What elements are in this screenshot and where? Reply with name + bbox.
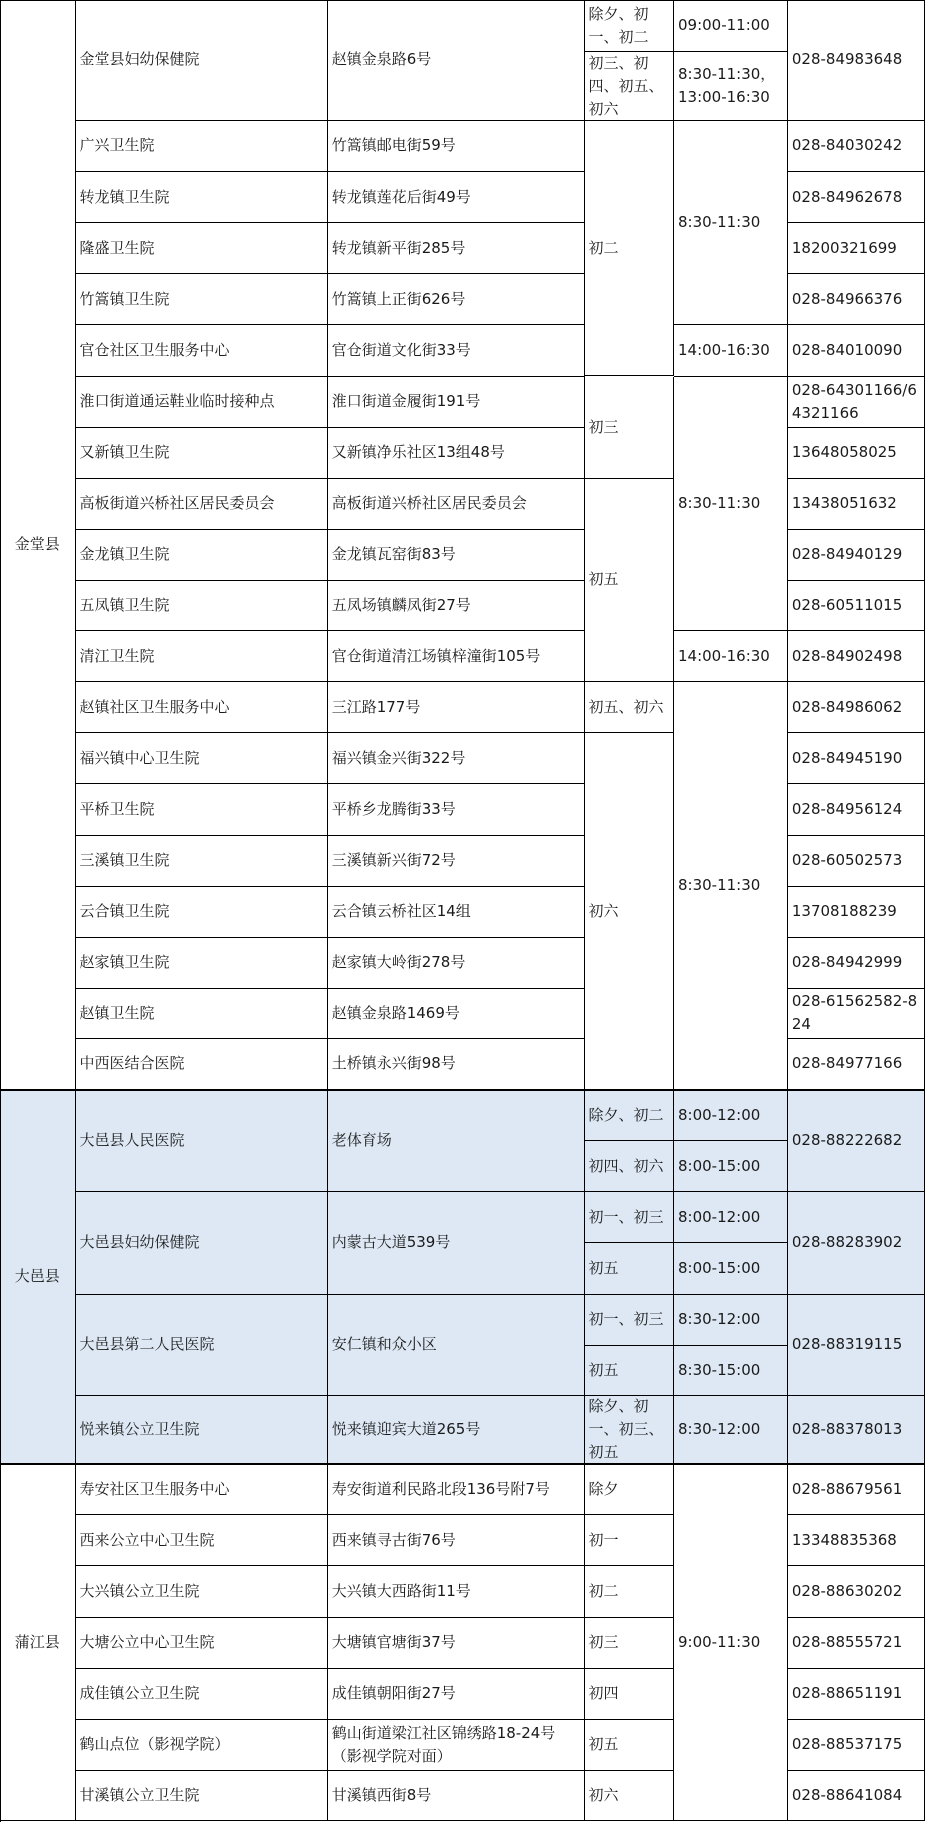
- site-name-cell-text: 赵家镇卫生院: [79, 953, 170, 972]
- phone-cell-text: 028-84956124: [791, 799, 903, 818]
- date-cell: [585, 1090, 674, 1141]
- address-cell-text: 竹篙镇上正街626号: [331, 289, 466, 308]
- phone-cell-text: 028-84942999: [791, 953, 903, 972]
- phone-cell: [788, 887, 925, 938]
- date-cell-text: 初三、初四、初五、初六: [588, 53, 664, 118]
- time-cell: [674, 0, 788, 52]
- phone-cell-text: 028-84983648: [791, 50, 903, 69]
- phone-cell-text: 028-61562582-824: [791, 992, 918, 1034]
- site-name-cell-text: 清江卫生院: [79, 646, 155, 665]
- phone-cell: [788, 938, 925, 989]
- site-name-cell: [76, 530, 328, 581]
- site-name-cell: [76, 631, 328, 682]
- phone-cell-text: 028-84940129: [791, 545, 903, 564]
- date-cell-text: 初五、初六: [588, 697, 664, 716]
- time-cell: [674, 52, 788, 121]
- address-cell-text: 五凤场镇麟凤街27号: [331, 595, 471, 614]
- site-name-cell-text: 大邑县妇幼保健院: [79, 1233, 200, 1252]
- site-name-cell-text: 中西医结合医院: [79, 1054, 185, 1073]
- address-cell: [328, 1192, 585, 1294]
- phone-cell-text: 028-88630202: [791, 1582, 903, 1601]
- site-name-cell: [76, 1192, 328, 1294]
- phone-cell: [788, 0, 925, 121]
- phone-cell: [788, 172, 925, 223]
- county-cell-text: 金堂县: [14, 535, 60, 553]
- date-cell-text: 初一、初三: [588, 1207, 664, 1226]
- site-name-cell-text: 赵镇社区卫生服务中心: [79, 697, 230, 716]
- time-cell-text: 14:00-16:30: [677, 340, 770, 359]
- phone-cell: [788, 989, 925, 1039]
- address-cell: [328, 1295, 585, 1396]
- address-cell: [328, 325, 585, 376]
- site-name-cell: [76, 938, 328, 989]
- address-cell-text: 老体育场: [331, 1131, 392, 1150]
- time-cell: [674, 1295, 788, 1346]
- county-cell: [0, 1464, 76, 1821]
- date-cell-text: 初三: [588, 1633, 619, 1652]
- time-cell: [674, 1090, 788, 1141]
- phone-cell: [788, 1090, 925, 1192]
- time-cell: [674, 682, 788, 1090]
- time-cell-text: 8:00-15:00: [677, 1258, 761, 1277]
- address-cell-text: 三江路177号: [331, 697, 421, 716]
- site-name-cell-text: 三溪镇卫生院: [79, 851, 170, 870]
- site-name-cell: [76, 172, 328, 223]
- site-name-cell-text: 转龙镇卫生院: [79, 187, 170, 206]
- phone-cell: [788, 530, 925, 581]
- site-name-cell-text: 成佳镇公立卫生院: [79, 1684, 200, 1703]
- date-cell-text: 除夕、初一、初三、初五: [588, 1396, 664, 1461]
- address-cell: [328, 1464, 585, 1515]
- address-cell-text: 淮口街道金履街191号: [331, 392, 481, 411]
- address-cell-text: 竹篙镇邮电街59号: [331, 136, 456, 155]
- time-cell-text: 8:30-11:30: [677, 876, 761, 895]
- date-cell: [585, 0, 674, 52]
- address-cell: [328, 530, 585, 581]
- county-cell-text: 蒲江县: [14, 1632, 60, 1651]
- phone-cell-text: 028-84962678: [791, 187, 903, 206]
- site-name-cell-text: 金龙镇卫生院: [79, 545, 170, 564]
- phone-cell-text: 13348835368: [791, 1530, 897, 1549]
- phone-cell-text: 028-88679561: [791, 1479, 903, 1498]
- site-name-cell: [76, 1771, 328, 1821]
- date-cell: [585, 733, 674, 1090]
- address-cell: [328, 479, 585, 530]
- date-cell: [585, 377, 674, 479]
- site-name-cell: [76, 1464, 328, 1515]
- phone-cell: [788, 1192, 925, 1294]
- time-cell: [674, 1243, 788, 1294]
- date-cell-text: 初五: [588, 1360, 619, 1379]
- phone-cell-text: 028-88537175: [791, 1735, 903, 1754]
- date-cell: [585, 1141, 674, 1192]
- site-name-cell: [76, 1396, 328, 1465]
- date-cell-text: 初二: [588, 1582, 619, 1601]
- phone-cell: [788, 1669, 925, 1720]
- phone-cell-text: 028-88283902: [791, 1233, 903, 1252]
- site-name-cell-text: 大兴镇公立卫生院: [79, 1582, 200, 1601]
- site-name-cell: [76, 1090, 328, 1192]
- site-name-cell: [76, 1039, 328, 1090]
- address-cell: [328, 1090, 585, 1192]
- date-cell: [585, 1464, 674, 1515]
- address-cell: [328, 274, 585, 325]
- address-cell: [328, 1669, 585, 1720]
- site-name-cell-text: 平桥卫生院: [79, 799, 155, 818]
- phone-cell: [788, 223, 925, 274]
- site-name-cell-text: 淮口街道通运鞋业临时接种点: [79, 392, 275, 411]
- site-name-cell-text: 西来公立中心卫生院: [79, 1530, 215, 1549]
- address-cell-text: 大塘镇官塘街37号: [331, 1633, 456, 1652]
- site-name-cell-text: 甘溪镇公立卫生院: [79, 1785, 200, 1804]
- date-cell-text: 初六: [588, 1785, 619, 1804]
- date-cell: [585, 1346, 674, 1396]
- county-cell: [0, 0, 76, 1090]
- time-cell: [674, 121, 788, 326]
- address-cell: [328, 428, 585, 479]
- phone-cell-text: 028-84902498: [791, 646, 903, 665]
- address-cell-text: 又新镇净乐社区13组48号: [331, 443, 505, 462]
- address-cell: [328, 121, 585, 172]
- address-cell: [328, 682, 585, 733]
- site-name-cell: [76, 581, 328, 631]
- date-cell: [585, 1771, 674, 1821]
- date-cell: [585, 1566, 674, 1617]
- address-cell-text: 内蒙古大道539号: [331, 1233, 451, 1252]
- phone-cell: [788, 1295, 925, 1396]
- county-cell-text: 大邑县: [14, 1267, 60, 1286]
- address-cell-text: 大兴镇大西路街11号: [331, 1582, 471, 1601]
- site-name-cell: [76, 1720, 328, 1771]
- address-cell-text: 金龙镇瓦窑街83号: [331, 545, 456, 564]
- date-cell-text: 初四、初六: [588, 1156, 664, 1175]
- address-cell-text: 高板街道兴桥社区居民委员会: [331, 494, 527, 513]
- phone-cell-text: 028-84977166: [791, 1054, 903, 1073]
- address-cell: [328, 1771, 585, 1821]
- address-cell: [328, 1039, 585, 1090]
- date-cell: [585, 1295, 674, 1346]
- date-cell-text: 除夕: [588, 1479, 619, 1498]
- site-name-cell: [76, 836, 328, 887]
- date-cell: [585, 1192, 674, 1243]
- time-cell-text: 8:30-11:30: [677, 493, 761, 512]
- time-cell: [674, 1396, 788, 1465]
- address-cell-text: 转龙镇新平街285号: [331, 238, 466, 257]
- address-cell-text: 平桥乡龙腾街33号: [331, 799, 456, 818]
- phone-cell-text: 028-88555721: [791, 1633, 903, 1652]
- address-cell: [328, 1720, 585, 1771]
- address-cell: [328, 0, 585, 121]
- site-name-cell: [76, 1618, 328, 1669]
- site-name-cell-text: 鹤山点位（影视学院）: [79, 1735, 230, 1754]
- site-name-cell-text: 金堂县妇幼保健院: [79, 50, 200, 69]
- phone-cell: [788, 428, 925, 479]
- phone-cell-text: 028-88641084: [791, 1785, 903, 1804]
- phone-cell: [788, 733, 925, 784]
- phone-cell: [788, 377, 925, 428]
- address-cell: [328, 172, 585, 223]
- address-cell-text: 福兴镇金兴街322号: [331, 748, 466, 767]
- phone-cell-text: 028-88222682: [791, 1131, 903, 1150]
- time-cell-text: 14:00-16:30: [677, 646, 770, 665]
- date-cell: [585, 682, 674, 733]
- phone-cell-text: 028-84010090: [791, 340, 903, 359]
- site-name-cell-text: 广兴卫生院: [79, 136, 155, 155]
- date-cell-text: 初五: [588, 570, 619, 589]
- time-cell: [674, 631, 788, 682]
- site-name-cell: [76, 1515, 328, 1566]
- address-cell: [328, 1566, 585, 1617]
- address-cell: [328, 1618, 585, 1669]
- phone-cell-text: 18200321699: [791, 238, 897, 257]
- address-cell: [328, 1396, 585, 1465]
- phone-cell-text: 028-60502573: [791, 851, 903, 870]
- phone-cell-text: 028-84030242: [791, 136, 903, 155]
- date-cell-text: 初一、初三: [588, 1310, 664, 1329]
- phone-cell-text: 028-64301166/64321166: [791, 380, 917, 422]
- address-cell-text: 转龙镇莲花后街49号: [331, 187, 471, 206]
- time-cell: [674, 1346, 788, 1396]
- date-cell-text: 除夕、初二: [588, 1105, 664, 1124]
- address-cell-text: 官仓街道清江场镇梓潼街105号: [331, 646, 541, 665]
- address-cell-text: 官仓街道文化街33号: [331, 340, 471, 359]
- date-cell: [585, 52, 674, 121]
- site-name-cell: [76, 989, 328, 1039]
- site-name-cell-text: 悦来镇公立卫生院: [79, 1419, 200, 1438]
- time-cell-text: 8:30-12:00: [677, 1310, 761, 1329]
- date-cell: [585, 1720, 674, 1771]
- time-cell-text: 8:30-11:30: [677, 213, 761, 232]
- time-cell-text: 8:30-11:30，13:00-16:30: [677, 65, 776, 107]
- county-separator: [0, 1089, 925, 1091]
- site-name-cell-text: 寿安社区卫生服务中心: [79, 1479, 230, 1498]
- time-cell-text: 8:30-12:00: [677, 1419, 761, 1438]
- site-name-cell: [76, 377, 328, 428]
- phone-cell-text: 028-88378013: [791, 1419, 903, 1438]
- phone-cell-text: 13438051632: [791, 494, 897, 513]
- date-cell: [585, 1396, 674, 1465]
- address-cell-text: 赵镇金泉路1469号: [331, 1003, 460, 1022]
- phone-cell: [788, 121, 925, 172]
- date-cell: [585, 1618, 674, 1669]
- phone-cell: [788, 1515, 925, 1566]
- address-cell-text: 甘溪镇西街8号: [331, 1785, 432, 1804]
- site-name-cell-text: 隆盛卫生院: [79, 238, 155, 257]
- address-cell: [328, 784, 585, 835]
- site-name-cell-text: 大塘公立中心卫生院: [79, 1633, 215, 1652]
- site-name-cell-text: 官仓社区卫生服务中心: [79, 340, 230, 359]
- phone-cell-text: 13708188239: [791, 902, 897, 921]
- address-cell: [328, 887, 585, 938]
- date-cell: [585, 1669, 674, 1720]
- phone-cell: [788, 631, 925, 682]
- date-cell: [585, 121, 674, 377]
- site-name-cell-text: 又新镇卫生院: [79, 443, 170, 462]
- phone-cell-text: 028-88651191: [791, 1684, 903, 1703]
- site-name-cell: [76, 428, 328, 479]
- site-name-cell-text: 大邑县第二人民医院: [79, 1335, 215, 1354]
- phone-cell: [788, 1566, 925, 1617]
- phone-cell: [788, 581, 925, 631]
- county-separator: [0, 1463, 925, 1465]
- phone-cell: [788, 836, 925, 887]
- site-name-cell-text: 赵镇卫生院: [79, 1003, 155, 1022]
- phone-cell: [788, 784, 925, 835]
- address-cell: [328, 989, 585, 1039]
- site-name-cell: [76, 682, 328, 733]
- address-cell: [328, 938, 585, 989]
- address-cell: [328, 223, 585, 274]
- site-name-cell-text: 五凤镇卫生院: [79, 595, 170, 614]
- time-cell: [674, 377, 788, 631]
- site-name-cell-text: 大邑县人民医院: [79, 1131, 185, 1150]
- phone-cell-text: 028-84945190: [791, 748, 903, 767]
- site-name-cell: [76, 733, 328, 784]
- time-cell: [674, 1464, 788, 1821]
- time-cell-text: 09:00-11:00: [677, 16, 770, 35]
- date-cell-text: 初四: [588, 1684, 619, 1703]
- phone-cell-text: 028-84966376: [791, 289, 903, 308]
- time-cell-text: 8:30-15:00: [677, 1360, 761, 1379]
- phone-cell-text: 028-60511015: [791, 595, 903, 614]
- phone-cell: [788, 1464, 925, 1515]
- phone-cell: [788, 1720, 925, 1771]
- site-name-cell: [76, 1295, 328, 1396]
- address-cell: [328, 581, 585, 631]
- phone-cell-text: 028-88319115: [791, 1335, 903, 1354]
- date-cell-text: 初三: [588, 417, 619, 436]
- phone-cell-text: 028-84986062: [791, 697, 903, 716]
- phone-cell: [788, 479, 925, 530]
- address-cell-text: 三溪镇新兴街72号: [331, 851, 456, 870]
- site-name-cell: [76, 121, 328, 172]
- address-cell-text: 西来镇寻古街76号: [331, 1530, 456, 1549]
- site-name-cell-text: 高板街道兴桥社区居民委员会: [79, 494, 275, 513]
- phone-cell: [788, 1771, 925, 1821]
- phone-cell: [788, 682, 925, 733]
- site-name-cell: [76, 223, 328, 274]
- date-cell-text: 除夕、初一、初二: [588, 4, 649, 46]
- phone-cell: [788, 274, 925, 325]
- time-cell-text: 9:00-11:30: [677, 1632, 761, 1651]
- phone-cell: [788, 1396, 925, 1465]
- time-cell-text: 8:00-12:00: [677, 1207, 761, 1226]
- address-cell: [328, 733, 585, 784]
- address-cell-text: 寿安街道利民路北段136号附7号: [331, 1479, 550, 1498]
- date-cell-text: 初六: [588, 901, 619, 920]
- time-cell-text: 8:00-15:00: [677, 1156, 761, 1175]
- time-cell: [674, 1141, 788, 1192]
- time-cell-text: 8:00-12:00: [677, 1105, 761, 1124]
- phone-cell: [788, 1618, 925, 1669]
- site-name-cell-text: 云合镇卫生院: [79, 902, 170, 921]
- address-cell-text: 成佳镇朝阳街27号: [331, 1684, 456, 1703]
- site-name-cell-text: 福兴镇中心卫生院: [79, 748, 200, 767]
- address-cell-text: 赵镇金泉路6号: [331, 50, 432, 69]
- date-cell-text: 初五: [588, 1735, 619, 1754]
- site-name-cell: [76, 325, 328, 376]
- site-name-cell: [76, 1566, 328, 1617]
- address-cell-text: 土桥镇永兴街98号: [331, 1054, 456, 1073]
- date-cell: [585, 479, 674, 682]
- address-cell: [328, 1515, 585, 1566]
- address-cell: [328, 836, 585, 887]
- phone-cell: [788, 325, 925, 376]
- address-cell-text: 悦来镇迎宾大道265号: [331, 1419, 481, 1438]
- site-name-cell-text: 竹篙镇卫生院: [79, 289, 170, 308]
- date-cell: [585, 1243, 674, 1294]
- site-name-cell: [76, 479, 328, 530]
- address-cell-text: 鹤山街道梁江社区锦绣路18-24号（影视学院对面）: [331, 1723, 556, 1765]
- date-cell-text: 初一: [588, 1530, 619, 1549]
- time-cell: [674, 325, 788, 376]
- site-name-cell: [76, 887, 328, 938]
- address-cell-text: 赵家镇大岭街278号: [331, 953, 466, 972]
- address-cell-text: 安仁镇和众小区: [331, 1335, 437, 1354]
- site-name-cell: [76, 0, 328, 121]
- date-cell-text: 初五: [588, 1258, 619, 1277]
- phone-cell-text: 13648058025: [791, 443, 897, 462]
- date-cell: [585, 1515, 674, 1566]
- site-name-cell: [76, 274, 328, 325]
- date-cell-text: 初二: [588, 238, 619, 257]
- phone-cell: [788, 1039, 925, 1090]
- site-name-cell: [76, 784, 328, 835]
- time-cell: [674, 1192, 788, 1243]
- site-name-cell: [76, 1669, 328, 1720]
- address-cell-text: 云合镇云桥社区14组: [331, 902, 471, 921]
- address-cell: [328, 377, 585, 428]
- county-cell: [0, 1090, 76, 1464]
- address-cell: [328, 631, 585, 682]
